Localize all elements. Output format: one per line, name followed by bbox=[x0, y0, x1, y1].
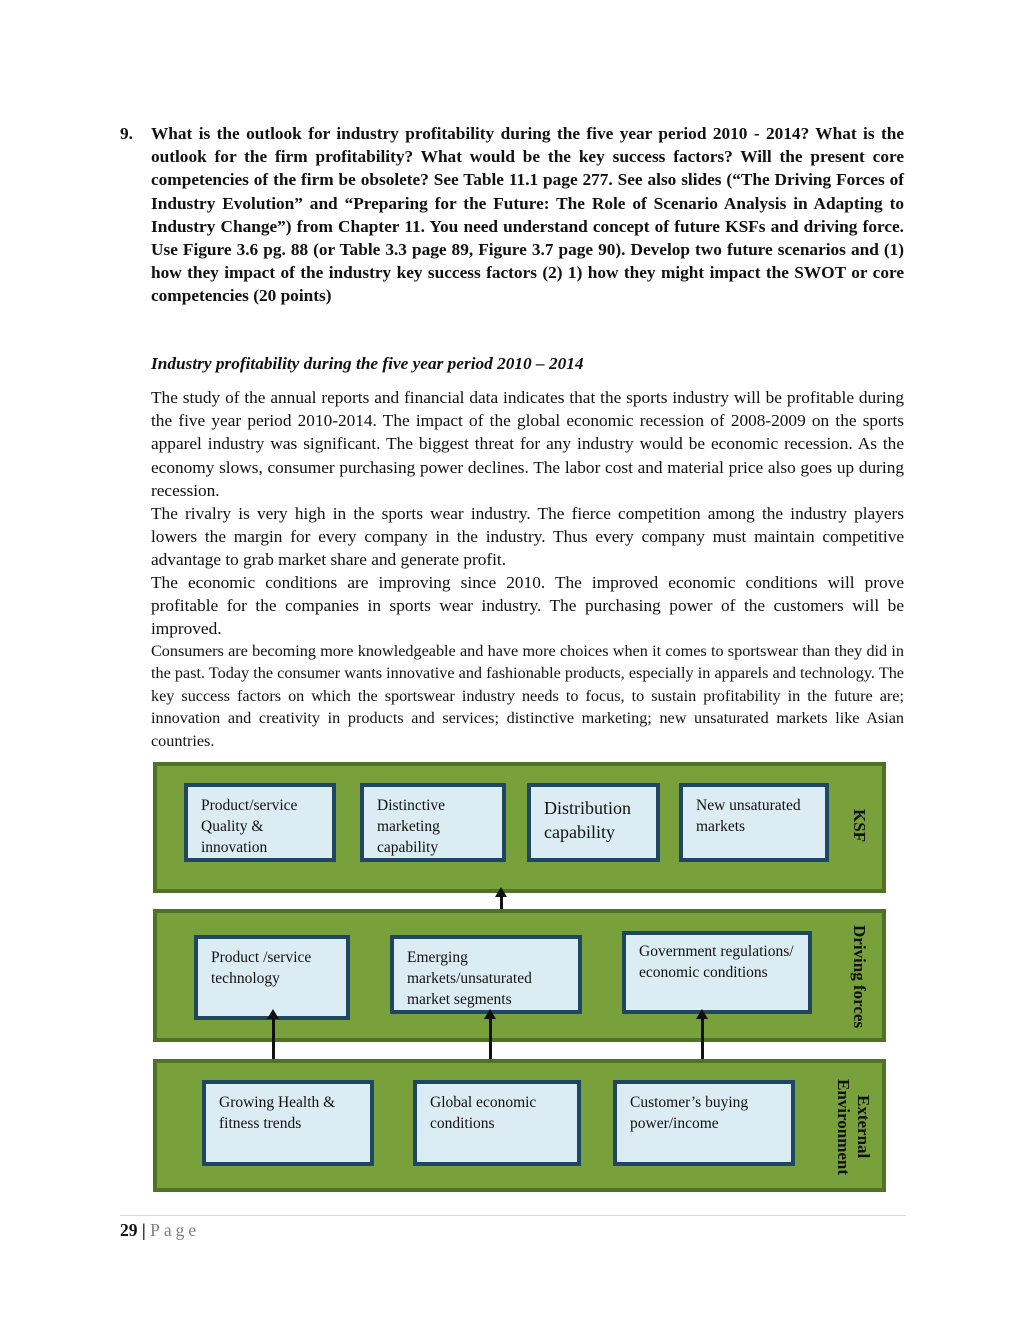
page-word: Page bbox=[150, 1220, 201, 1240]
driving-box-technology: Product /service technology bbox=[194, 935, 350, 1020]
ksf-box-distribution: Distribution capability bbox=[527, 783, 660, 862]
section-subheading: Industry profitability during the five year period 2010 – 2014 bbox=[151, 354, 584, 373]
question-number: 9. bbox=[120, 124, 133, 143]
arrow-driving-to-ksf bbox=[500, 896, 503, 910]
ksf-box-markets: New unsaturated markets bbox=[679, 783, 829, 862]
external-box-economic: Global economic conditions bbox=[413, 1080, 581, 1166]
paragraph-4: Consumers are becoming more knowledgeable and have more choices when it comes to sportswear than they did in the past. Today the consumer wants innovative and fashionable products, especially in apparels and technology. The key success factors on which the sportswear industry needs to focus, to sustain profitability in the future are; innovation and creativity in products and services; distinctive marketing; new unsaturated markets like Asian countries. bbox=[151, 642, 904, 750]
page-number: 29 bbox=[120, 1220, 138, 1240]
paragraph-2: The rivalry is very high in the sports wear industry. The fierce competition among the industry players lowers the margin for every company in the industry. Thus every company must maintain competitive advantage to grab market share and generate profit. bbox=[151, 504, 904, 570]
external-environment-band bbox=[153, 1059, 886, 1192]
page-footer bbox=[120, 1220, 200, 1241]
paragraph-1: The study of the annual reports and financial data indicates that the sports industry will be profitable during the five year period 2010-2014. The impact of the global economic recession of 2008-2009 on the sports apparel industry was significant. The biggest threat for any industry would be economic recession. As the economy slows, consumer purchasing power declines. The labor cost and material price also goes up during recession. bbox=[151, 388, 904, 500]
external-box-health: Growing Health & fitness trends bbox=[202, 1080, 374, 1166]
external-box-buying-power: Customer’s buying power/income bbox=[613, 1080, 795, 1166]
question-block bbox=[120, 122, 904, 308]
footer-separator: | bbox=[141, 1220, 146, 1240]
paragraph-3: The economic conditions are improving since 2010. The improved economic conditions will prove profitable for the companies in sports wear industry. The purchasing power of the customers will be improved. bbox=[151, 573, 904, 639]
footer-divider bbox=[120, 1215, 906, 1216]
external-environment-label: External Environment bbox=[834, 1078, 873, 1176]
ksf-box-quality: Product/service Quality & innovation bbox=[184, 783, 336, 862]
driving-box-government: Government regulations/ economic conditions bbox=[622, 931, 812, 1014]
question-text: What is the outlook for industry profitability during the five year period 2010 - 2014? What is the outlook for the firm profitability? What would be the key success factors? Will the present core competencies of the firm be obsolete? See Table 11.1 page 277. See also slides (“The Driving Forces of Industry Evolution” and “Preparing for the Future: The Role of Scenario Analysis in Adapting to Industry Change”) from Chapter 11. You need understand concept of future KSFs and driving force. Use Figure 3.6 pg. 88 (or Table 3.3 page 89, Figure 3.7 page 90). Develop two future scenarios and (1) how they impact of the industry key success factors (2) 1) how they might impact the SWOT or core competencies (20 points) bbox=[151, 124, 904, 306]
ksf-band bbox=[153, 762, 886, 893]
ksf-label: KSF bbox=[850, 809, 869, 843]
driving-box-emerging-markets: Emerging markets/unsaturated market segments bbox=[390, 935, 582, 1014]
driving-forces-label: Driving forces bbox=[850, 925, 869, 1029]
driving-forces-band bbox=[153, 909, 886, 1042]
ksf-box-marketing: Distinctive marketing capability bbox=[360, 783, 506, 862]
